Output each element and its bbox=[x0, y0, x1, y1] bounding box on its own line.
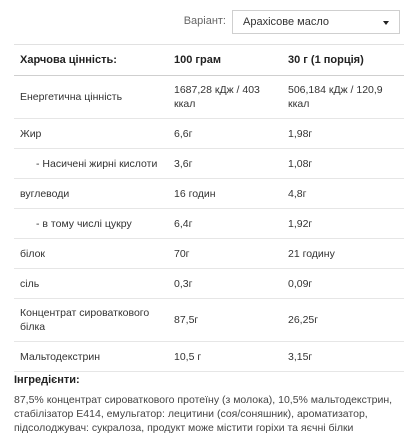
ingredients-text: 87,5% концентрат сироваткового протеїну (з молока), 10,5% мальтодекстрин, стабілізатор E414, емульгатор: лецитини (соя/соняшник), ароматизатор, підсолоджувач: сукралоза, продукт може містити горіхи та яєчні білки bbox=[14, 394, 393, 434]
table-row bbox=[14, 342, 404, 372]
ingredients-title: Інгредієнти: bbox=[14, 374, 80, 386]
per-serving-value: 3,15г bbox=[282, 342, 404, 372]
table-row bbox=[14, 299, 404, 342]
nutrient-name: сіль bbox=[14, 269, 168, 299]
variant-selected-value: Арахісове масло bbox=[243, 16, 329, 28]
nutrient-name: - Насичені жирні кислоти bbox=[14, 149, 168, 179]
table-row bbox=[14, 239, 404, 269]
per-serving-value: 506,184 кДж / 120,9 ккал bbox=[282, 76, 404, 119]
nutrient-name: вуглеводи bbox=[14, 179, 168, 209]
per100-value: 10,5 г bbox=[168, 342, 282, 372]
nutrient-name: Енергетична цінність bbox=[14, 76, 168, 119]
nutrition-table bbox=[14, 44, 404, 372]
table-row bbox=[14, 119, 404, 149]
table-row bbox=[14, 76, 404, 119]
header-nutrient: Харчова цінність: bbox=[14, 45, 168, 76]
nutrient-name: білок bbox=[14, 239, 168, 269]
per-serving-value: 21 годину bbox=[282, 239, 404, 269]
per100-value: 87,5г bbox=[168, 299, 282, 342]
nutrient-name: Жир bbox=[14, 119, 168, 149]
per100-value: 70г bbox=[168, 239, 282, 269]
variant-select[interactable] bbox=[232, 10, 400, 34]
variant-label: Варіант: bbox=[183, 15, 226, 27]
per-serving-value: 1,98г bbox=[282, 119, 404, 149]
table-row bbox=[14, 179, 404, 209]
chevron-down-icon bbox=[383, 21, 389, 25]
nutrient-name: Мальтодекстрин bbox=[14, 342, 168, 372]
per-serving-value: 0,09г bbox=[282, 269, 404, 299]
per-serving-value: 1,08г bbox=[282, 149, 404, 179]
per100-value: 1687,28 кДж / 403 ккал bbox=[168, 76, 282, 119]
per100-value: 0,3г bbox=[168, 269, 282, 299]
per100-value: 16 годин bbox=[168, 179, 282, 209]
header-per-100g: 100 грам bbox=[168, 45, 282, 76]
per100-value: 3,6г bbox=[168, 149, 282, 179]
table-row bbox=[14, 209, 404, 239]
nutrient-name: Концентрат сироваткового білка bbox=[14, 299, 168, 342]
nutrient-name: - в тому числі цукру bbox=[14, 209, 168, 239]
nutrition-header-row bbox=[14, 45, 404, 76]
per-serving-value: 26,25г bbox=[282, 299, 404, 342]
header-per-serving: 30 г (1 порція) bbox=[282, 45, 404, 76]
per-serving-value: 4,8г bbox=[282, 179, 404, 209]
per-serving-value: 1,92г bbox=[282, 209, 404, 239]
per100-value: 6,4г bbox=[168, 209, 282, 239]
per100-value: 6,6г bbox=[168, 119, 282, 149]
table-row bbox=[14, 269, 404, 299]
table-row bbox=[14, 149, 404, 179]
variant-row bbox=[0, 10, 416, 36]
